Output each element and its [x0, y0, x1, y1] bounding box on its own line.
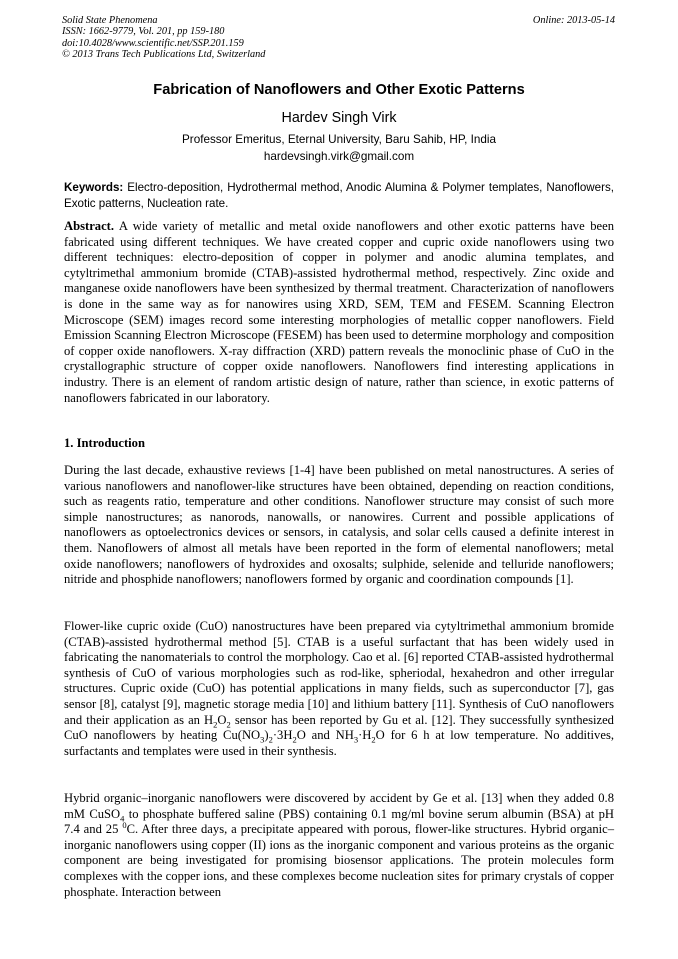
para2-text-b: sensor has been reported by Gu et al. [12]. They successfully synthesized CuO nanoflowers by heating Cu(NO: [64, 712, 614, 743]
author-name: Hardev Singh Virk: [281, 110, 397, 126]
para2-text-e: ·H: [358, 728, 372, 743]
doi-line: doi:10.4028/www.scientific.net/SSP.201.159: [62, 37, 244, 49]
subscript-2: 2: [268, 734, 273, 745]
subscript-2: 2: [226, 719, 231, 730]
superscript-0: 0: [122, 820, 127, 830]
para3-text-a: Hybrid organic–inorganic nanoflowers were discovered by accident by Ge et al. [13] when they added 0.8 mM CuSO: [64, 791, 614, 821]
subscript-3: 3: [353, 734, 359, 745]
author-affiliation: Professor Emeritus, Eternal University, Baru Sahib, HP, India: [182, 133, 496, 146]
paper-title: Fabrication of Nanoflowers and Other Exotic Patterns: [153, 82, 525, 98]
para2-text-a: Flower-like cupric oxide (CuO) nanostructures have been prepared via cytyltrimethal ammonium bromide (CTAB)-assisted hydrothermal method [5]. CTAB is a useful surfactant that has been widely used in fabricating the nanomaterials to control the morphology. Cao et al. [6] reported CTAB-assisted hydrothermal synthesis of CuO of various morphologies such as rod-like, spheriodal, hexahedron and other irregular structures. Cupric oxide (CuO) has potential applications in many fields, such as superconductor [7], gas sensor [8], catalyst [9], magnetic storage media [10] and lithium battery [11]. Synthesis of CuO nanoflowers and their application as an H: [64, 619, 614, 727]
subscript-3: 3: [260, 734, 265, 745]
oxygen-symbol: O: [217, 712, 227, 727]
para2-text-f: O for 6 h at low temperature. No additives, surfactants and templates were used in their synthesis.: [64, 728, 614, 758]
para2-text-c: ·3H: [272, 728, 293, 743]
abstract-label: Abstract.: [64, 219, 115, 233]
keywords-text: Electro-deposition, Hydrothermal method, Anodic Alumina & Polymer templates, Nanoflowers, Exotic patterns, Nucleation rate.: [64, 181, 614, 210]
abstract-text: A wide variety of metallic and metal oxide nanoflowers and other exotic patterns have been fabricated using different techniques. We have created copper and cupric oxide nanoflowers using two different techniques: electro-deposition of copper in polymer and anodic alumina templates, and cytyltrimethal ammonium bromide (CTAB)-assisted hydrothermal method, respectively. Zinc oxide and manganese oxide nanoflowers have been synthesized by thermal treatment. Characterization of nanoflowers is done in the same way as for nanowires using XRD, SEM, TEM and FESEM. Scanning Electron Microscope (SEM) images record some interesting morphologies of metallic copper nanoflowers. Field Emission Scanning Electron Microscope (FESEM) has been used to determine morphology and composition of copper oxide nanoflowers. X-ray diffraction (XRD) pattern reveals the monoclinic phase of CuO in the crystallographic structure of copper oxide nanoflowers. Nanoflowers find interesting applications in industry. There is an element of random artistic design of nature, rather than science, in exotic patterns of nanoflowers fabricated in our laboratory.: [64, 219, 614, 405]
issn-line: ISSN: 1662-9779, Vol. 201, pp 159-180: [62, 26, 225, 38]
abstract-block: [64, 219, 614, 406]
intro-paragraph-1: During the last decade, exhaustive reviews [1-4] have been published on metal nanostructures. A series of various nanoflowers and nanoflower-like structures have been obtained, depending on reaction conditions, such as reagents ratio, temperature and other conditions. Nanoflower structure may consist of such more simple nanostructures; as nanorods, nanowalls, or nanowires. Current and possible applications of nanoflowers as optoelectronics devices or sensors, in catalysis, and solar cells caused a definite interest in them. Nanoflowers of almost all metals have been reported in the form of elemental nanoflowers; metal oxide nanoflowers; nanoflowers of hydroxides and oxosalts; sulphide, selenide and telluride nanoflowers; nitride and phosphide nanoflowers; nanoflowers formed by organic and coordination compounds [1].: [64, 463, 614, 587]
subscript-2: 2: [292, 734, 297, 745]
subscript-2: 2: [213, 719, 218, 730]
para2-text-d: O and NH: [296, 728, 354, 743]
subscript-4: 4: [120, 813, 125, 824]
para3-text-c: C. After three days, a precipitate appeared with porous, flower-like structures. Hybrid organic–inorganic nanoflowers using copper (II) ions as the inorganic component and various proteins as the organic component are being investigated for promising biosensor applications. The protein molecules form complexes with the copper ions, and these complexes become nucleation sites for primary crystals of copper phosphate. Interaction between: [64, 822, 614, 899]
journal-header: [62, 15, 265, 61]
keywords-label: Keywords:: [64, 181, 124, 194]
para3-text-b: to phosphate buffered saline (PBS) containing 0.1 mg/ml bovine serum albumin (BSA) at pH 7.4 and 25: [64, 806, 614, 837]
journal-name: Solid State Phenomena: [62, 15, 158, 26]
intro-paragraph-3: [64, 791, 614, 900]
close-paren: ): [264, 728, 269, 743]
section-heading-introduction: 1. Introduction: [64, 436, 145, 450]
subscript-2: 2: [371, 734, 376, 745]
keywords-block: [64, 180, 614, 211]
intro-paragraph-2: [64, 619, 614, 759]
copyright-line: © 2013 Trans Tech Publications Ltd, Switzerland: [62, 49, 266, 61]
author-email[interactable]: hardevsingh.virk@gmail.com: [263, 150, 415, 163]
online-date: Online: 2013-05-14: [532, 15, 615, 26]
